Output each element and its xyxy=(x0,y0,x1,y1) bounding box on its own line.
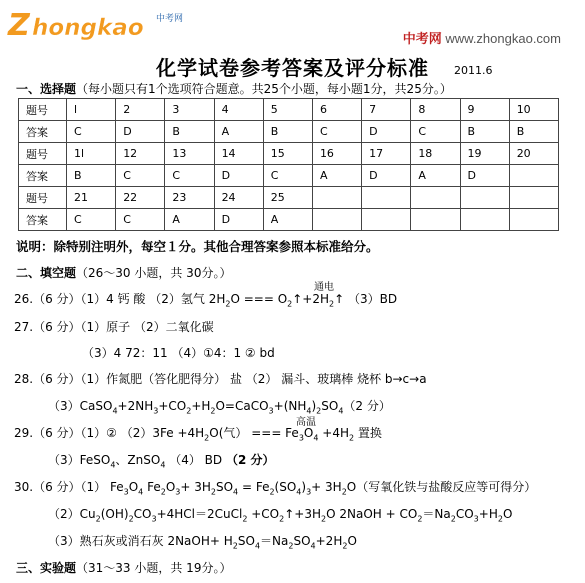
answer-cell: C xyxy=(165,165,214,187)
zhongkao-logo[interactable] xyxy=(6,5,191,43)
answer-cell: 21 xyxy=(67,187,116,209)
answer-cell: C xyxy=(116,165,165,187)
answer-cell: C xyxy=(263,165,312,187)
answer-cell: 7 xyxy=(362,99,411,121)
q30-part: ＝Na xyxy=(260,534,289,548)
q29-part: O xyxy=(303,426,314,440)
answer-cell: D xyxy=(460,165,509,187)
q29-line1: 29.（6 分）（1）② $(2)3Fe +4H_2O$(气） === $Fe_3O_4 +4H_2$ 置换 xyxy=(14,426,382,443)
q30-part: O 2NaOH + CO xyxy=(326,507,418,521)
q29-line2: （3）FeSO$_4$、ZnSO$_4$ （4） BD （2 分） xyxy=(48,453,275,470)
q30-part: +4HCl＝2CuCl xyxy=(156,507,243,521)
answer-cell: 9 xyxy=(460,99,509,121)
answer-cell: 1l xyxy=(67,143,116,165)
q28-part: ) xyxy=(311,399,317,413)
q28-part: +H xyxy=(191,399,211,413)
section3-header xyxy=(16,559,231,576)
table-row xyxy=(19,99,559,121)
answer-cell: 24 xyxy=(214,187,263,209)
answer-cell: D xyxy=(214,165,263,187)
answer-cell: C xyxy=(116,209,165,231)
page-title: 化学试卷参考答案及评分标准 xyxy=(156,56,429,80)
q30-part: O xyxy=(347,534,357,548)
answer-cell: C xyxy=(411,121,460,143)
answer-cell: D xyxy=(362,165,411,187)
answer-cell: 2 xyxy=(116,99,165,121)
table-row xyxy=(19,187,559,209)
q26-condition: 通电 xyxy=(314,282,334,293)
answer-table xyxy=(18,98,559,231)
answer-cell: C xyxy=(67,121,116,143)
answer-cell: 6 xyxy=(312,99,361,121)
q30-part: O xyxy=(165,480,176,494)
q30-part: Fe xyxy=(143,480,161,494)
q30-line2: $(2)Cu_2(OH)_2CO_3+4HCl=2CuCl_2$ $+CO_2↑+3H_2O$ 2NaOH + $CO_2=Na_2CO_3+H_2O$ xyxy=(48,507,513,524)
q28-part: （3）CaSO xyxy=(48,399,113,413)
q29-part: 置换 xyxy=(354,426,382,440)
q30-part: +CO xyxy=(247,507,280,521)
section2-note: （26～30 小题，共 30分。） xyxy=(76,266,232,280)
q30-part: 30.（6 分）（1） Fe xyxy=(14,480,124,494)
q29-part: 、ZnSO xyxy=(115,453,161,467)
q26-part: ↑+2H xyxy=(292,292,330,306)
q30-line1: 30.（6 分）（1） $Fe_3O_4$ $Fe_2O_3+ 3H_2SO_4 = Fe_2(SO_4)_3+ 3H_2O$（写氧化铁与盐酸反应等可得分） xyxy=(14,480,537,497)
section3-heading: 三、实验题 xyxy=(16,561,77,575)
q30-part: ) xyxy=(301,480,307,494)
q30-part: +H xyxy=(478,507,498,521)
q29-points: （2 分） xyxy=(225,453,275,467)
answer-cell: C xyxy=(312,121,361,143)
q30-part: CO xyxy=(133,507,152,521)
answer-cell: B xyxy=(165,121,214,143)
grading-note: 说明：除特别注明外，每空１分。其他合理答案参照本标准给分。 xyxy=(16,239,379,254)
row-header-cell: 答案 xyxy=(19,121,67,143)
answer-cell: B xyxy=(263,121,312,143)
section1-heading: 一、选择题 xyxy=(16,82,77,96)
row-header-cell: 答案 xyxy=(19,209,67,231)
q26-part: 26.（6 分）（1）4 钙 酸 （2）氢气 2H xyxy=(14,292,226,306)
section1-note: （每小题只有1个选项符合题意。共25个小题，每小题1分，共25分。） xyxy=(76,82,452,96)
table-row xyxy=(19,143,559,165)
answer-cell: 22 xyxy=(116,187,165,209)
q29-part: +4H xyxy=(318,426,349,440)
answer-cell xyxy=(509,187,558,209)
answer-cell xyxy=(509,209,558,231)
section2-heading: 二、填空题 xyxy=(16,266,77,280)
q27-line2: （3）4 72：11 （4）①4：1 ② bd xyxy=(82,346,275,360)
answer-cell: 25 xyxy=(263,187,312,209)
answer-cell: 23 xyxy=(165,187,214,209)
answer-cell: B xyxy=(460,121,509,143)
q30-part: (OH) xyxy=(100,507,129,521)
answer-cell: 10 xyxy=(509,99,558,121)
table-row xyxy=(19,121,559,143)
q30-part: SO xyxy=(237,534,255,548)
answer-cell xyxy=(362,187,411,209)
q28-part: +2NH xyxy=(117,399,154,413)
section3-note: （31～33 小题，共 19分。） xyxy=(76,561,232,575)
answer-cell: 3 xyxy=(165,99,214,121)
site-domain: www.zhongkao.com xyxy=(441,31,561,46)
logo-letter-z: Z xyxy=(8,8,30,43)
answer-cell xyxy=(312,187,361,209)
answer-cell: 18 xyxy=(411,143,460,165)
q28-line2: $(3)CaSO_4+2NH_3+CO_2+H_2O=CaCO_3+(NH_4)_2SO_4(2$ 分） xyxy=(48,399,391,416)
answer-cell: 16 xyxy=(312,143,361,165)
q30-part: SO xyxy=(215,480,234,494)
answer-cell: A xyxy=(214,121,263,143)
logo-wordmark: hongkao xyxy=(32,15,144,41)
q28-part: O=CaCO xyxy=(215,399,269,413)
answer-cell: A xyxy=(165,209,214,231)
answer-cell: D xyxy=(116,121,165,143)
q29-part: （4） BD xyxy=(165,453,226,467)
q30-part: = Fe xyxy=(238,480,270,494)
answer-cell: 17 xyxy=(362,143,411,165)
q26-part: O === O xyxy=(230,292,288,306)
q30-part: SO xyxy=(293,534,311,548)
answer-cell xyxy=(312,209,361,231)
answer-cell xyxy=(411,187,460,209)
answer-cell: 19 xyxy=(460,143,509,165)
q30-line3: （3）熟石灰或消石灰 2NaOH+ $H_2SO_4=Na_2SO_4+2H_2O$ xyxy=(48,534,357,551)
answer-cell xyxy=(460,187,509,209)
table-row xyxy=(19,165,559,187)
q30-part: CO xyxy=(455,507,474,521)
q26-part: ↑ （3）BD xyxy=(334,292,398,306)
q27-line1: 27.（6 分）（1）原子 （2）二氧化碳 xyxy=(14,320,214,334)
answer-cell xyxy=(509,165,558,187)
answer-cell: B xyxy=(509,121,558,143)
answer-cell xyxy=(460,209,509,231)
row-header-cell: 题号 xyxy=(19,143,67,165)
answer-cell: C xyxy=(67,209,116,231)
q28-part: +(NH xyxy=(273,399,307,413)
q29-part: 29.（6 分）（1）② （2）3Fe +4H xyxy=(14,426,205,440)
answer-cell: 14 xyxy=(214,143,263,165)
q28-part: SO xyxy=(321,399,339,413)
q30-part: (SO xyxy=(274,480,297,494)
q30-part: ↑+3H xyxy=(284,507,322,521)
site-prefix: 中考网 xyxy=(402,31,442,46)
answer-cell: 12 xyxy=(116,143,165,165)
answer-cell: A xyxy=(411,165,460,187)
q30-part: + 3H xyxy=(180,480,211,494)
q30-part: （2）Cu xyxy=(48,507,96,521)
q30-part: + 3H xyxy=(311,480,342,494)
q29-part: （3）FeSO xyxy=(48,453,111,467)
exam-date: 2011.6 xyxy=(454,64,493,77)
section1-header xyxy=(16,80,452,97)
answer-cell xyxy=(362,209,411,231)
q30-part: +2H xyxy=(315,534,343,548)
q29-part: O(气） === Fe xyxy=(209,426,299,440)
q26-line: 26.（6 分）（1）4 钙 酸 （2）氢气 $2H_2O$ === $O_2↑+2H_2↑$ （3）BD xyxy=(14,292,398,309)
answer-cell: 8 xyxy=(411,99,460,121)
section2-header xyxy=(16,264,231,281)
answer-cell: D xyxy=(214,209,263,231)
q29-condition: 高温 xyxy=(296,417,316,428)
answer-cell: A xyxy=(312,165,361,187)
q28-part: +CO xyxy=(158,399,187,413)
row-header-cell: 题号 xyxy=(19,99,67,121)
q30-part: O xyxy=(128,480,139,494)
answer-cell: 20 xyxy=(509,143,558,165)
row-header-cell: 题号 xyxy=(19,187,67,209)
answer-cell: D xyxy=(362,121,411,143)
answer-cell: A xyxy=(263,209,312,231)
q30-part: O（写氧化铁与盐酸反应等可得分） xyxy=(346,480,537,494)
logo-small-text: 中考网 xyxy=(156,14,184,24)
answer-cell: 4 xyxy=(214,99,263,121)
site-url[interactable] xyxy=(403,28,561,47)
answer-cell: B xyxy=(67,165,116,187)
answer-cell: 15 xyxy=(263,143,312,165)
answer-cell: l xyxy=(67,99,116,121)
answer-cell: 13 xyxy=(165,143,214,165)
table-row xyxy=(19,209,559,231)
answer-cell: 5 xyxy=(263,99,312,121)
answer-cell xyxy=(411,209,460,231)
q30-part: （3）熟石灰或消石灰 2NaOH+ H xyxy=(48,534,233,548)
q30-part: ＝Na xyxy=(422,507,451,521)
q28-part: （2 分） xyxy=(343,399,391,413)
q30-part: O xyxy=(502,507,513,521)
q28-line1: 28.（6 分）（1）作氮肥（答化肥得分） 盐 （2） 漏斗、玻璃棒 烧杯 b→c→a xyxy=(14,372,427,386)
row-header-cell: 答案 xyxy=(19,165,67,187)
